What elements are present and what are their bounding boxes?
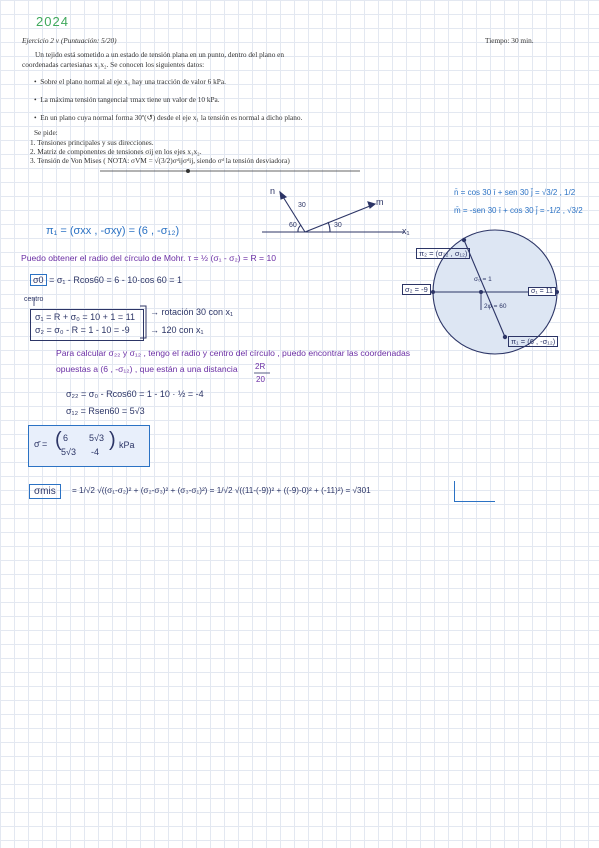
exercise-label: Ejercicio 2 ν (Puntuación: 5/20): [22, 36, 117, 45]
bullet-text: Sobre el plano normal al eje x₁ hay una tracción de valor 6 kPa.: [40, 77, 226, 86]
year-heading: 2024: [36, 14, 69, 29]
bullet-text: La máxima tensión tangencial τmax tiene un valor de 10 kPa.: [40, 95, 220, 104]
sigma1-label: σ₁ = 11: [528, 287, 556, 296]
matrix-unit: kPa: [119, 440, 135, 450]
principal-stresses-box: [30, 309, 144, 341]
sigma1-equation: σ₁ = R + σ₀ = 10 + 1 = 11: [35, 312, 136, 322]
time-label: Tiempo: 30 min.: [485, 36, 534, 45]
fraction-numerator: 2R: [255, 362, 266, 371]
fraction-denominator: 20: [256, 375, 265, 384]
paragraph-line-2: opuestas a (6 , -σ₁₂) , que están a una distancia: [56, 364, 238, 374]
sigma2-equation: σ₂ = σ₀ - R = 1 - 10 = -9: [35, 325, 130, 335]
normal-vector-eq: n̄ = cos 30 ī + sen 30 j̄ = √3/2 , 1/2: [454, 188, 576, 197]
center-label: σ₀ = 1: [474, 276, 492, 283]
matrix-a12: 5√3: [89, 433, 104, 443]
matrix-a21: 5√3: [61, 447, 76, 457]
ask-3: 3. Tensión de Von Mises ( NOTA: σVM = √(3/2)σᵈijσᵈij, siendo σᵈ la tensión desviadora): [30, 156, 290, 165]
direction-2: → 120 con x₁: [150, 325, 204, 335]
asks-label: Se pide:: [34, 128, 58, 137]
n-label: n: [270, 186, 276, 196]
matrix-left-paren: (: [55, 429, 62, 451]
paragraph-line-1: Para calcular σ₂₂ y σ₁₂ , tengo el radio y centro del círculo , puedo encontrar las coordenadas: [56, 348, 411, 358]
mohr-radius-line: Puedo obtener el radio del círculo de Mohr. τ = ½ (σ₁ - σ₂) = R = 10: [21, 253, 277, 263]
center-word: centro: [24, 296, 44, 303]
matrix-a11: 6: [63, 433, 69, 443]
angle-60-label: 60: [289, 222, 297, 229]
problem-intro-1: Un tejido está sometido a un estado de tensión plana en un punto, dentro del plano en: [35, 50, 285, 59]
pi1-point: [503, 335, 507, 339]
tangent-vector-eq: m̄ = -sen 30 ī + cos 30 j̄ = -1/2 , √3/2: [454, 206, 583, 215]
sigma2-label: σ₂ = -9: [402, 284, 431, 295]
bullet-2: • La máxima tensión tangencial τmax tiene un valor de 10 kPa.: [34, 95, 220, 104]
von-mises-result-box: [454, 481, 495, 502]
center-symbol: σ0: [30, 274, 47, 286]
sigma22-equation: σ₂₂ = σ₀ - Rcos60 = 1 - 10 · ½ = -4: [66, 389, 204, 399]
direction-1: → rotación 30 con x₁: [150, 307, 234, 317]
matrix-right-paren: ): [109, 429, 116, 451]
stress-matrix-box: [28, 425, 150, 467]
angle-30-label: 30: [298, 202, 306, 209]
center-eq-text: = σ₁ - Rcos60 = 6 - 10·cos 60 = 1: [49, 275, 182, 285]
m-label: m: [376, 197, 384, 207]
x1-label: x₁: [402, 226, 410, 236]
bullet-1: • Sobre el plano normal al eje x₁ hay una tracción de valor 6 kPa.: [34, 77, 226, 86]
problem-intro-2: coordenadas cartesianas x₁x₂. Se conocen los siguientes datos:: [22, 60, 205, 69]
von-mises-equation: = 1/√2 √((σ₁-σ₂)² + (σ₂-σ₃)² + (σ₃-σ₁)²) = 1/√2 √((11-(-9))² + ((-9)-0)² + (-11)²) = √301: [72, 486, 371, 495]
pi1-equation: π₁ = (σxx , -σxy) = (6 , -σ₁₂): [46, 225, 180, 237]
angle-30b-label: 30: [334, 222, 342, 229]
bullet-text: En un plano cuya normal forma 30º(↺) desde el eje x₁ la tensión es normal a dicho plano.: [40, 113, 303, 122]
pi2-label: π₂ = (σ₂₂ , σ₁₂): [416, 248, 470, 259]
pi1-label: π₁ = (6 , -σ₁₂): [508, 336, 558, 347]
matrix-lhs: σ̄ =: [34, 439, 48, 449]
pi2-point: [462, 238, 466, 242]
ask-2: 2. Matriz de componentes de tensiones σij en los ejes x₁x₂.: [30, 147, 202, 156]
matrix-a22: -4: [91, 447, 100, 457]
center-equation: [30, 275, 182, 285]
ask-1: 1. Tensiones principales y sus direcciones.: [30, 138, 154, 147]
angle-label: 2φ = 60: [484, 303, 507, 310]
bullet-3: • En un plano cuya normal forma 30º(↺) desde el eje x₁ la tensión es normal a dicho plano.: [34, 113, 303, 122]
sigma12-equation: σ₁₂ = Rsen60 = 5√3: [66, 406, 145, 416]
separator-dot: [186, 169, 190, 173]
von-mises-label: σmis: [29, 484, 61, 499]
